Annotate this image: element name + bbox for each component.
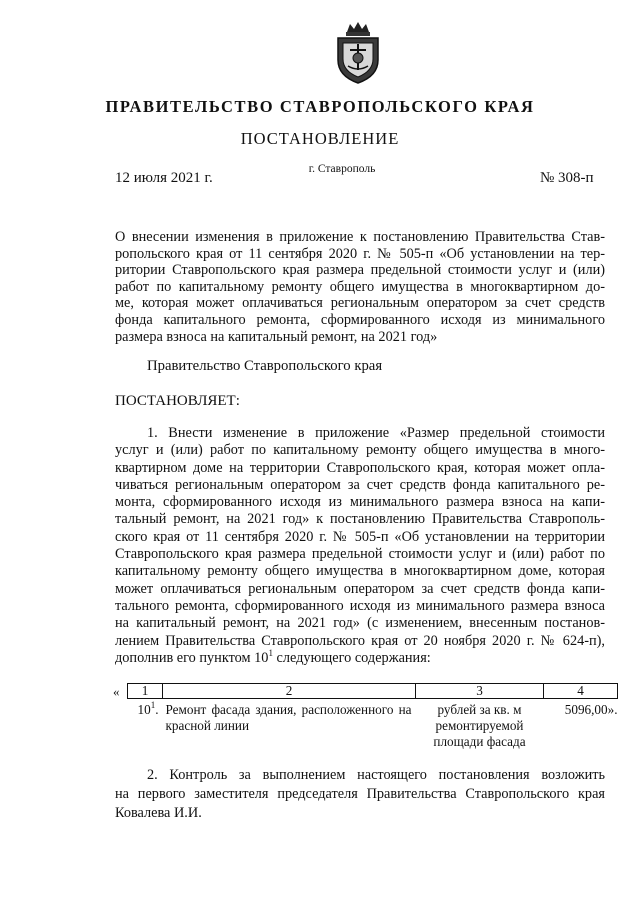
- paragraph-line: Ковалева И.И.: [115, 805, 202, 821]
- document-city: г. Ставрополь: [308, 163, 376, 175]
- paragraph-line: на первого заместителя председателя Правительства Ставропольского края: [115, 786, 605, 802]
- amendment-table: [127, 683, 618, 750]
- paragraph-line: монта, сформированного исходя из минимального размера взноса на капи-: [115, 494, 605, 511]
- table-header-cell: 2: [163, 684, 416, 699]
- superscript: 1: [150, 700, 156, 710]
- paragraph-line: услуг и (или) работ по капитальному ремонту общего имущества в много-: [115, 442, 605, 459]
- paragraph-line: капитальному ремонту общего имущества в многоквартирном доме, которая: [115, 563, 605, 580]
- document-date: 12 июля 2021 г.: [115, 170, 213, 186]
- paragraph-line: [115, 647, 605, 667]
- table-header-cell: 4: [544, 684, 618, 699]
- paragraph-line: может оплачиваться региональным оператором за счет средств фонда капи-: [115, 580, 605, 597]
- superscript: 1: [268, 647, 273, 658]
- table-header-cell: 3: [416, 684, 544, 699]
- paragraph-line: чиваться региональным оператором за счет средств фонда капитального ре-: [115, 476, 605, 493]
- subject-line: О внесении изменения в приложение к постановлению Правительства Став-: [115, 229, 605, 245]
- subject-line: размера взноса на капитальный ремонт, на 2021 год»: [115, 328, 438, 345]
- subject-line: фонда капитального ремонта, сформированного исходя из минимального: [115, 311, 605, 328]
- paragraph-tail-before: дополнив его пунктом 10: [115, 649, 269, 666]
- coat-of-arms-icon: [330, 20, 386, 86]
- paragraph-line: 1. Внести изменение в приложение «Размер предельной стоимости: [147, 425, 605, 441]
- paragraph-tail-after: следующего содержания:: [272, 649, 431, 666]
- subject-line: ропольского края от 11 сентября 2020 г. № 505-п «Об установлении на тер-: [115, 245, 605, 262]
- paragraph-line: лением Правительства Ставропольского края от 20 ноября 2020 г. № 624-п),: [115, 632, 605, 649]
- row-number-suffix: .: [155, 702, 159, 717]
- paragraph-line: ского края от 11 сентября 2020 г. № 505-п «Об установлении на территории: [115, 528, 605, 545]
- row-value: 5096,00».: [564, 702, 618, 717]
- decrees-heading: ПОСТАНОВЛЯЕТ:: [115, 393, 240, 409]
- paragraph-line: на капитальный ремонт, на 2021 год» (с изменением, внесенным постанов-: [115, 615, 605, 632]
- subject-line: работ по капитальному ремонту общего имущества в многоквартирном до-: [115, 278, 605, 295]
- paragraph-line: тального ремонта, сформированного исходя из минимального размера взноса: [115, 597, 605, 614]
- table-header-row: [128, 684, 618, 699]
- row-unit: рублей за кв. м ремонтируемой площади фасада: [433, 702, 526, 749]
- row-number-text: 10: [137, 702, 151, 717]
- document-number: № 308-п: [540, 170, 594, 186]
- authority-line: Правительство Ставропольского края: [147, 358, 383, 374]
- government-title: ПРАВИТЕЛЬСТВО СТАВРОПОЛЬСКОГО КРАЯ: [105, 97, 535, 116]
- open-quote: «: [113, 684, 120, 699]
- paragraph-line: Ставропольского края размера предельной стоимости услуг и (или) работ по: [115, 546, 605, 563]
- paragraph-line: тальный ремонт, на 2021 год» к постановлению Правительства Ставрополь-: [115, 511, 605, 528]
- document-type: ПОСТАНОВЛЕНИЕ: [240, 129, 400, 148]
- paragraph-line: 2. Контроль за выполнением настоящего постановления возложить: [147, 767, 605, 783]
- table-row: [128, 699, 618, 751]
- paragraph-2: [115, 766, 605, 823]
- table-header-cell: 1: [128, 684, 163, 699]
- subject-line: ритории Ставропольского края размера предельной стоимости услуг и (или): [115, 262, 605, 279]
- paragraph-1: [115, 425, 605, 667]
- row-name: Ремонт фасада здания, расположенного на красной линии: [165, 702, 412, 733]
- subject-line: ме, которая может оплачиваться региональным оператором за счет средств: [115, 295, 605, 312]
- row-number: [128, 699, 163, 751]
- document-subject: [115, 229, 605, 345]
- paragraph-line: квартирном доме на территории Ставропольского края, которая может опла-: [115, 459, 605, 476]
